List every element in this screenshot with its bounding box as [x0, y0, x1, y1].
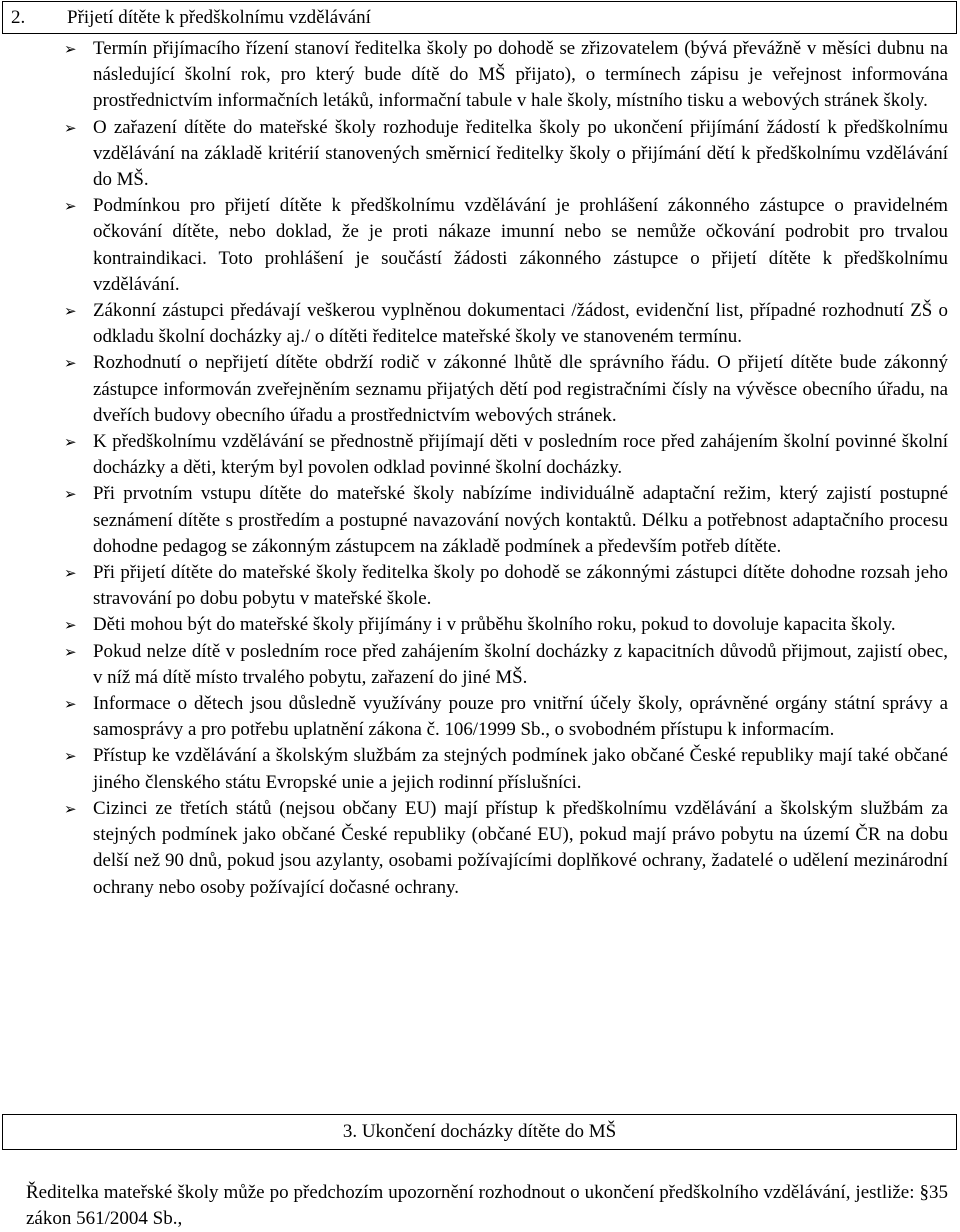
section-2-heading-box — [2, 1, 957, 34]
bullet-item — [0, 743, 960, 795]
arrow-bullet-icon: ➢ — [64, 485, 77, 504]
bullet-text: Při přijetí dítěte do mateřské školy ředitelka školy po dohodě se zákonnými zástupci dítěte dohodne rozsah jeho stravování po dobu pobytu v mateřské škole. — [93, 562, 948, 610]
section-3-heading-box — [2, 1114, 957, 1150]
bullet-text: Podmínkou pro přijetí dítěte k předškolnímu vzdělávání je prohlášení zákonného zástupce o pravidelném očkování dítěte, nebo doklad, že je proti nákaze imunní nebo se nemůže očkování podrobit pro trvalou kontraindikaci. Toto prohlášení je součástí žádosti zákonného zástupce o přijetí dítěte k předškolnímu vzdělávání. — [93, 195, 948, 295]
bullet-text: Cizinci ze třetích států (nejsou občany EU) mají přístup k předškolnímu vzdělávání a školským službám za stejných podmínek jako občané České republiky (občané EU), pokud mají právo pobytu na území ČR na dobu delší než 90 dnů, pokud jsou azylanty, osobami požívajícími doplňkové ochrany, žadatelé o udělení mezinárodní ochrany nebo osoby požívající dočasné ochrany. — [93, 797, 948, 898]
bullet-item — [0, 429, 960, 481]
bullet-text: K předškolnímu vzdělávání se přednostně přijímají děti v posledním roce před zahájením školní povinné školní docházky a děti, kterým byl povolen odklad povinné školní docházky. — [93, 431, 948, 479]
arrow-bullet-icon: ➢ — [64, 799, 77, 818]
bullet-list — [0, 36, 960, 901]
arrow-bullet-icon: ➢ — [64, 197, 77, 216]
arrow-bullet-icon: ➢ — [64, 642, 77, 661]
bullet-item — [0, 298, 960, 350]
section-3-heading: 3. Ukončení docházky dítěte do MŠ — [342, 1121, 617, 1142]
bullet-item — [0, 36, 960, 115]
arrow-bullet-icon: ➢ — [64, 564, 77, 583]
bullet-item — [0, 115, 960, 194]
bullet-text: Při prvotním vstupu dítěte do mateřské školy nabízíme individuálně adaptační režim, který zajistí postupné seznámení dítěte s prostředím a postupné navazování nových kontaktů. Délku a potřebnost adaptačního procesu dohodne pedagog se zákonným zástupcem na základě podmínek a především potřeb dítěte. — [93, 483, 948, 557]
arrow-bullet-icon: ➢ — [64, 40, 77, 58]
bullet-item — [0, 691, 960, 743]
bullet-item — [0, 193, 960, 298]
bullet-item — [0, 350, 960, 429]
section-2-number: 2. — [11, 7, 26, 28]
arrow-bullet-icon: ➢ — [64, 616, 77, 635]
bullet-text: Děti mohou být do mateřské školy přijímány i v průběhu školního roku, pokud to dovoluje kapacita školy. — [93, 614, 896, 636]
bullet-item — [0, 796, 960, 901]
bullet-item — [0, 560, 960, 612]
closing-paragraph: Ředitelka mateřské školy může po předchozím upozornění rozhodnout o ukončení předškolního vzdělávání, jestliže: §35 zákon 561/2004 Sb., — [26, 1182, 948, 1229]
bullet-text: Pokud nelze dítě v posledním roce před zahájením školní docházky z kapacitních důvodů přijmout, zajistí obec, v níž má dítě místo trvalého pobytu, zařazení do jiné MŠ. — [93, 640, 948, 688]
bullet-text: O zařazení dítěte do mateřské školy rozhoduje ředitelka školy po ukončení přijímání žádostí k předškolnímu vzdělávání na základě kritérií stanovených směrnicí ředitelky školy o přijímání dětí k předškolnímu vzdělávání do MŠ. — [93, 116, 948, 191]
arrow-bullet-icon: ➢ — [64, 433, 77, 452]
bullet-text: Termín přijímacího řízení stanoví ředitelka školy po dohodě se zřizovatelem (bývá převážně v měsíci dubnu na následující školní rok, pro který bude dítě do MŠ přijato), o termínech zápisu je veřejnost informována prostřednictvím informačních letáků, informační tabule v hale školy, místního tisku a webových stránek školy. — [93, 38, 948, 112]
arrow-bullet-icon: ➢ — [64, 302, 77, 321]
bullet-item — [0, 639, 960, 691]
bullet-text: Rozhodnutí o nepřijetí dítěte obdrží rodič v zákonné lhůtě dle správního řádu. O přijetí dítěte bude zákonný zástupce informován zveřejněním seznamu přijatých dětí pod registračními čísly na vývěsce obecního úřadu, na dveřích budovy obecního úřadu a prostřednictvím webových stránek. — [93, 352, 948, 426]
section-2-title: Přijetí dítěte k předškolnímu vzdělávání — [67, 7, 371, 28]
bullet-item — [0, 481, 960, 560]
arrow-bullet-icon: ➢ — [64, 695, 77, 714]
bullet-text: Přístup ke vzdělávání a školským službám za stejných podmínek jako občané České republiky mají také občané jiného členského státu Evropské unie a jejich rodinní příslušníci. — [93, 745, 948, 793]
bullet-item — [0, 612, 960, 638]
bullet-text: Zákonní zástupci předávají veškerou vyplněnou dokumentaci /žádost, evidenční list, případné rozhodnutí ZŠ o odkladu školní docházky aj./ o dítěti ředitelce mateřské školy ve stanoveném termínu. — [93, 300, 948, 348]
arrow-bullet-icon: ➢ — [64, 354, 77, 373]
arrow-bullet-icon: ➢ — [64, 118, 77, 137]
bullet-text: Informace o dětech jsou důsledně využívány pouze pro vnitřní účely školy, oprávněné orgány státní správy a samosprávy a pro potřebu uplatnění zákona č. 106/1999 Sb., o svobodném přístupu k informacím. — [93, 693, 948, 741]
arrow-bullet-icon: ➢ — [64, 747, 77, 766]
